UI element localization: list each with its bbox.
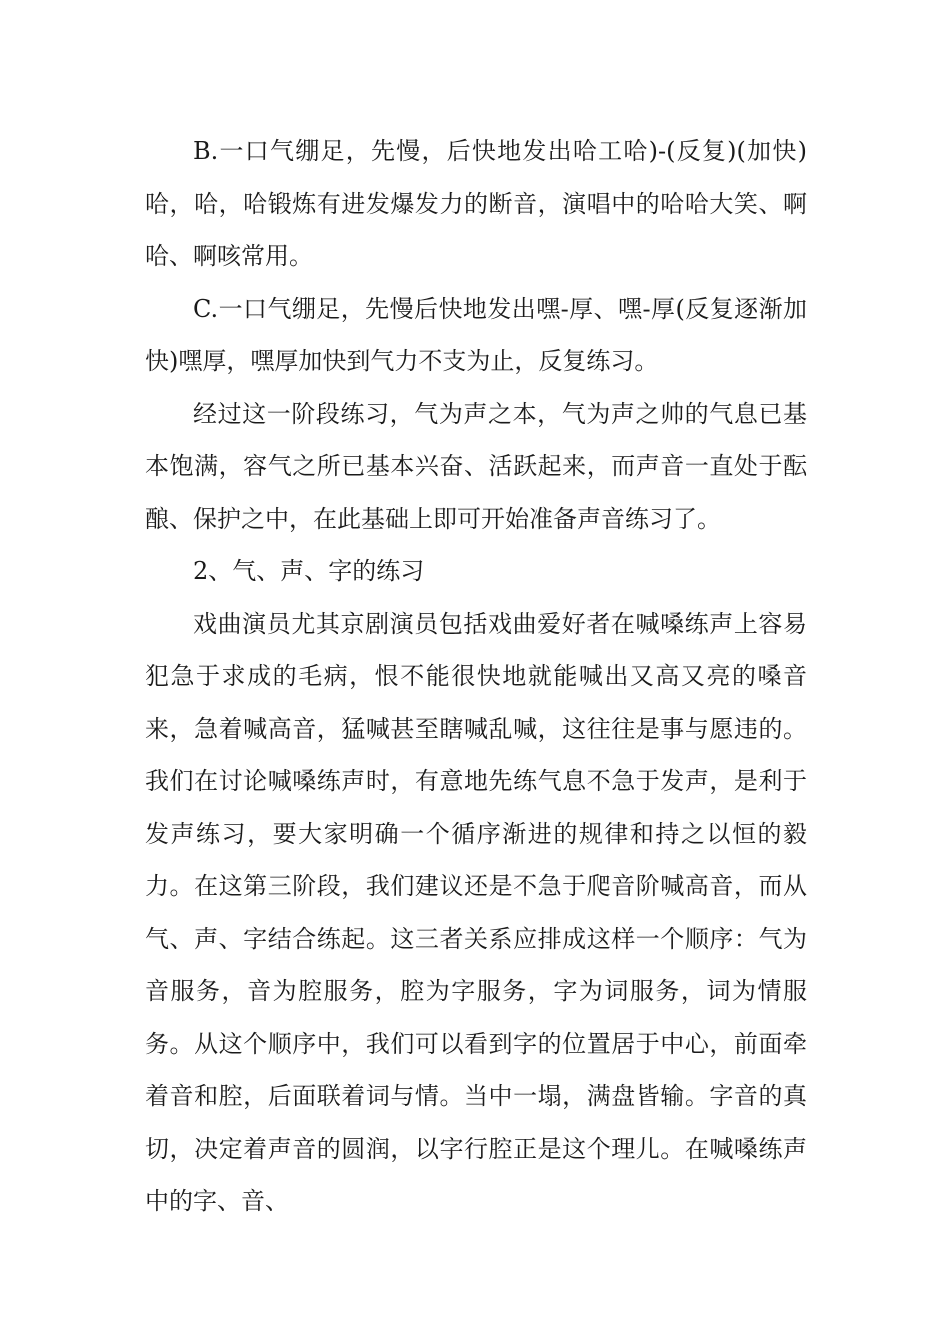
section-heading: 2、气、声、字的练习 [193, 557, 425, 585]
paragraph-c-exercise: C.一口气绷足，先慢后快地发出嘿-厚、嘿-厚(反复逐渐加快)嘿厚，嘿厚加快到气力不支为止，反复练习。 [145, 294, 807, 375]
paragraph-b-exercise: B.一口气绷足，先慢，后快地发出哈工哈)-(反复)(加快)哈，哈，哈锻炼有进发爆发力的断音，演唱中的哈哈大笑、啊哈、啊咳常用。 [145, 137, 807, 270]
body-text [145, 125, 807, 1228]
paragraph-summary: 经过这一阶段练习，气为声之本，气为声之帅的气息已基本饱满，容气之所已基本兴奋、活跃起来，而声音一直处于酝酿、保护之中，在此基础上即可开始准备声音练习了。 [145, 399, 807, 533]
paragraph-main: 戏曲演员尤其京剧演员包括戏曲爱好者在喊嗓练声上容易犯急于求成的毛病，恨不能很快地就能喊出又高又亮的嗓音来，急着喊高音，猛喊甚至瞎喊乱喊，这往往是事与愿违的。我们在讨论喊嗓练声时，有意地先练气息不急于发声，是利于发声练习，要大家明确一个循序渐进的规律和持之以恒的毅力。在这第三阶段，我们建议还是不急于爬音阶喊高音，而从气、声、字结合练起。这三者关系应排成这样一个顺序：气为音服务，音为腔服务，腔为字服务，字为词服务，词为情服务。从这个顺序中，我们可以看到字的位置居于中心，前面牵着音和腔，后面联着词与情。当中一塌，满盘皆输。字音的真切，决定着声音的圆润，以字行腔正是这个理儿。在喊嗓练声中的字、音、 [145, 609, 807, 1215]
